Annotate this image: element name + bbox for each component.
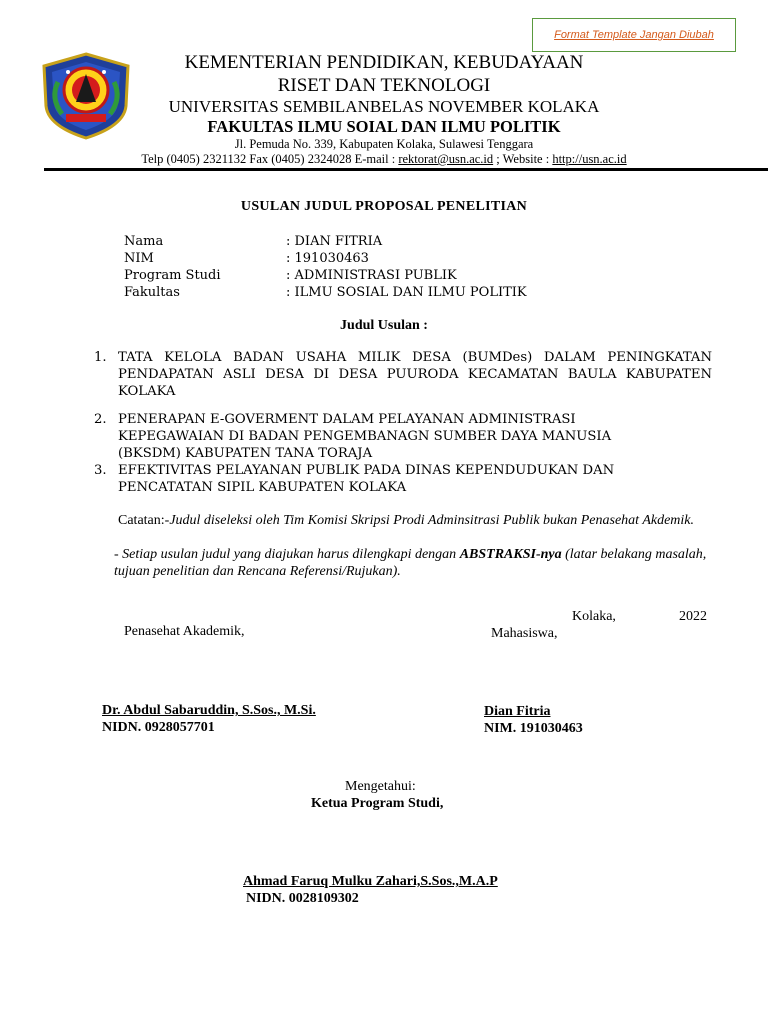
title-number: 3. bbox=[94, 463, 107, 478]
template-notice-box bbox=[532, 18, 736, 52]
document-title: USULAN JUDUL PROPOSAL PENELITIAN bbox=[240, 199, 528, 214]
faculty-name: FAKULTAS ILMU SOIAL DAN ILMU POLITIK bbox=[207, 117, 561, 136]
identity-label: Nama bbox=[124, 234, 164, 249]
website-link[interactable]: http://usn.ac.id bbox=[552, 152, 627, 166]
address-text: Jl. Pemuda No. 339, Kabupaten Kolaka, Sulawesi Tenggara bbox=[234, 137, 534, 151]
identity-label: NIM bbox=[124, 251, 154, 266]
identity-label: Program Studi bbox=[124, 268, 221, 283]
contact-mid: ; Website : bbox=[493, 152, 553, 166]
title-text: PENERAPAN E-GOVERMENT DALAM PELAYANAN ADMINISTRASI KEPEGAWAIAN DI BADAN PENGEMBANAGN SUMBER DAYA MANUSIA (BKSDM) KABUPATEN TANA TORAJA bbox=[118, 412, 612, 461]
ministry-name-2: RISET DAN TEKNOLOGI bbox=[277, 75, 491, 96]
acknowledged-label: Mengetahui: bbox=[345, 779, 416, 794]
student-role: Mahasiswa, bbox=[491, 626, 558, 641]
identity-value: : DIAN FITRIA bbox=[286, 234, 383, 249]
university-line bbox=[0, 97, 768, 117]
place: Kolaka, bbox=[572, 609, 616, 624]
advisor-name: Dr. Abdul Sabaruddin, S.Sos., M.Si. bbox=[102, 703, 316, 718]
ministry-line bbox=[0, 52, 768, 74]
identity-value: : ADMINISTRASI PUBLIK bbox=[286, 268, 457, 283]
note-line-1: -Judul diseleksi oleh Tim Komisi Skripsi Prodi Adminsitrasi Publik bukan Penasehat Akdemik. bbox=[164, 513, 695, 528]
title-text: TATA KELOLA BADAN USAHA MILIK DESA (BUMDes) DALAM PENINGKATAN PENDAPATAN ASLI DESA DI DESA PUURODA KECAMATAN BAULA KABUPATEN KOLAKA bbox=[118, 350, 712, 399]
note-line-2a: - Setiap usulan judul yang diajukan harus dilengkapi dengan bbox=[114, 547, 460, 562]
template-notice-text: Format Template Jangan Diubah bbox=[554, 29, 714, 41]
proposed-titles-heading: Judul Usulan : bbox=[340, 318, 428, 333]
student-nim: NIM. 191030463 bbox=[484, 721, 583, 736]
head-nidn: NIDN. 0028109302 bbox=[246, 891, 359, 906]
ministry-line-2 bbox=[0, 75, 768, 97]
head-role: Ketua Program Studi, bbox=[311, 796, 444, 811]
note-line-2b: (latar belakang masalah, tujuan penelitian dan Rencana Referensi/Rujukan). bbox=[114, 547, 707, 579]
ministry-name: KEMENTERIAN PENDIDIKAN, KEBUDAYAAN bbox=[184, 52, 584, 73]
title-number: 2. bbox=[94, 412, 107, 427]
head-name: Ahmad Faruq Mulku Zahari,S.Sos.,M.A.P bbox=[243, 874, 498, 889]
university-name: UNIVERSITAS SEMBILANBELAS NOVEMBER KOLAKA bbox=[168, 97, 600, 116]
contact-prefix: Telp (0405) 2321132 Fax (0405) 2324028 E-mail : bbox=[141, 152, 399, 166]
identity-label: Fakultas bbox=[124, 285, 180, 300]
identity-value: : ILMU SOSIAL DAN ILMU POLITIK bbox=[286, 285, 527, 300]
contact-line bbox=[0, 152, 768, 167]
note-paragraph-2 bbox=[114, 546, 718, 580]
email-link[interactable]: rektorat@usn.ac.id bbox=[398, 152, 494, 166]
identity-value: : 191030463 bbox=[286, 251, 369, 266]
header-divider bbox=[44, 168, 768, 171]
faculty-line bbox=[0, 117, 768, 137]
year: 2022 bbox=[679, 609, 707, 624]
note-abstraksi: ABSTRAKSI-nya bbox=[459, 547, 562, 562]
title-text: EFEKTIVITAS PELAYANAN PUBLIK PADA DINAS KEPENDUDUKAN DAN PENCATATAN SIPIL KABUPATEN KOLAKA bbox=[118, 463, 615, 495]
address-line bbox=[0, 137, 768, 152]
note-paragraph-1 bbox=[118, 512, 718, 529]
student-name: Dian Fitria bbox=[484, 704, 551, 719]
title-number: 1. bbox=[94, 350, 107, 365]
advisor-nidn: NIDN. 0928057701 bbox=[102, 720, 215, 735]
note-label: Catatan: bbox=[118, 513, 165, 528]
advisor-role: Penasehat Akademik, bbox=[124, 624, 245, 639]
